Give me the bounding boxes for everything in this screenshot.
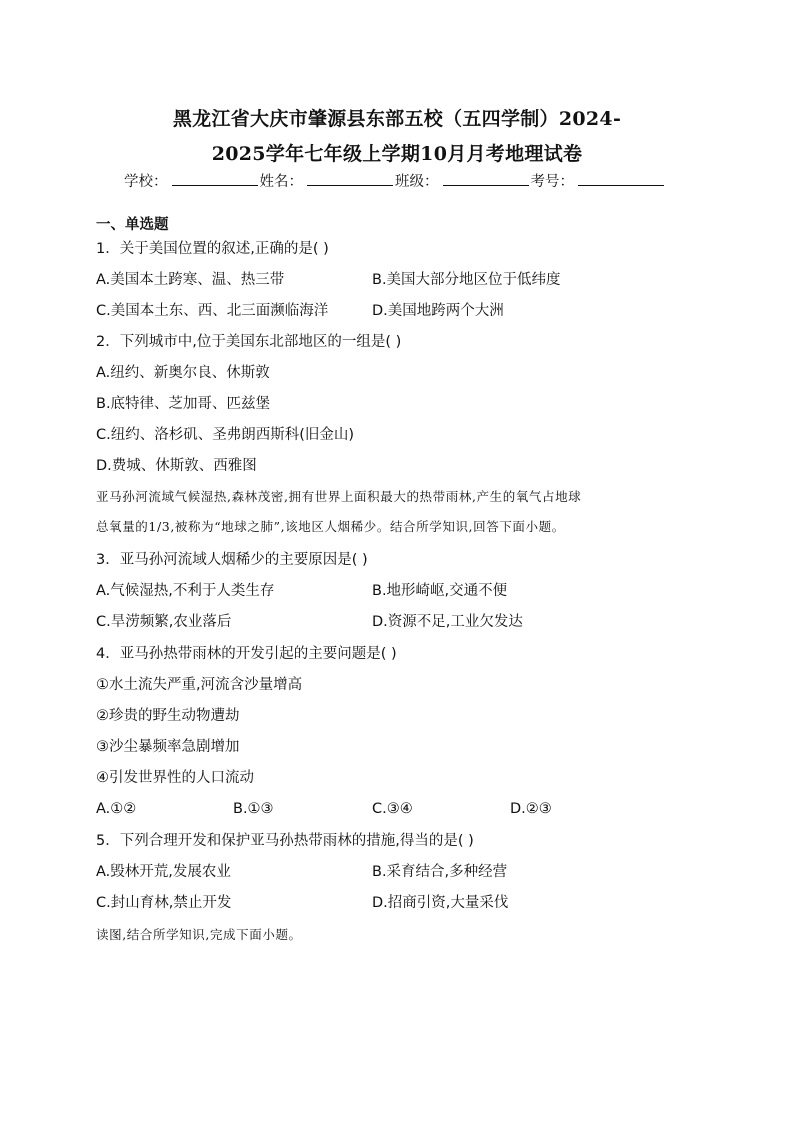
question-3-stem: 3．亚马孙河流域人烟稀少的主要原因是( ) [96, 552, 368, 568]
question-4-option-a: A.①② [96, 801, 137, 817]
exam-title-line2: 2025学年七年级上学期10月月考地理试卷 [211, 143, 583, 165]
question-2-option-c: C.纽约、洛杉矶、圣弗朗西斯科(旧金山) [96, 427, 355, 443]
question-5-option-c: C.封山育林,禁止开发 [96, 895, 232, 911]
question-5-option-d: D.招商引资,大量采伐 [372, 895, 509, 911]
question-5-option-a: A.毁林开荒,发展农业 [96, 864, 231, 880]
school-blank [172, 171, 258, 186]
question-4-statement-4: ④引发世界性的人口流动 [96, 770, 254, 786]
question-4-option-b: B.①③ [233, 801, 274, 817]
class-label: 班级： [395, 174, 439, 190]
question-2-option-a: A.纽约、新奥尔良、休斯敦 [96, 365, 270, 381]
question-4-statement-3: ③沙尘暴频率急剧增加 [96, 739, 240, 755]
question-4-stem: 4．亚马孙热带雨林的开发引起的主要问题是( ) [96, 646, 397, 662]
exam-number-blank [578, 171, 664, 186]
question-4-statement-2: ②珍贵的野生动物遭劫 [96, 708, 240, 724]
question-3-option-d: D.资源不足,工业欠发达 [372, 614, 523, 630]
question-1-option-c: C.美国本土东、西、北三面濒临海洋 [96, 303, 329, 319]
passage-1-line-1: 亚马孙河流域气候湿热,森林茂密,拥有世界上面积最大的热带雨林,产生的氧气占地球 [96, 489, 582, 504]
class-blank [443, 171, 529, 186]
question-3-option-c: C.旱涝频繁,农业落后 [96, 614, 232, 630]
question-4-option-c: C.③④ [372, 801, 413, 817]
question-5-option-b: B.采育结合,多种经营 [372, 864, 508, 880]
question-1-option-d: D.美国地跨两个大洲 [372, 303, 504, 319]
exam-title-line1: 黑龙江省大庆市肇源县东部五校（五四学制）2024- [172, 108, 622, 130]
question-4-option-d: D.②③ [510, 801, 552, 817]
question-2-option-b: B.底特律、芝加哥、匹兹堡 [96, 396, 271, 412]
student-info-row [124, 170, 666, 191]
question-2-stem: 2．下列城市中,位于美国东北部地区的一组是( ) [96, 334, 402, 350]
exam-number-label: 考号： [530, 174, 574, 190]
school-label: 学校： [124, 174, 168, 190]
question-1-option-b: B.美国大部分地区位于低纬度 [372, 272, 561, 288]
question-1-option-a: A.美国本土跨寒、温、热三带 [96, 272, 285, 288]
question-5-stem: 5．下列合理开发和保护亚马孙热带雨林的措施,得当的是( ) [96, 833, 474, 849]
passage-2-line-1: 读图,结合所学知识,完成下面小题。 [96, 927, 302, 942]
name-blank [307, 171, 393, 186]
question-4-statement-1: ①水土流失严重,河流含沙量增高 [96, 677, 303, 693]
passage-1-line-2: 总氧量的1/3,被称为“地球之肺”,该地区人烟稀少。结合所学知识,回答下面小题。 [96, 519, 565, 534]
question-3-option-b: B.地形崎岖,交通不便 [372, 583, 508, 599]
question-1-stem: 1．关于美国位置的叙述,正确的是( ) [96, 241, 329, 257]
name-label: 姓名： [259, 174, 303, 190]
section-heading: 一、单选题 [96, 216, 169, 233]
question-3-option-a: A.气候湿热,不利于人类生存 [96, 583, 275, 599]
question-2-option-d: D.费城、休斯敦、西雅图 [96, 458, 257, 474]
